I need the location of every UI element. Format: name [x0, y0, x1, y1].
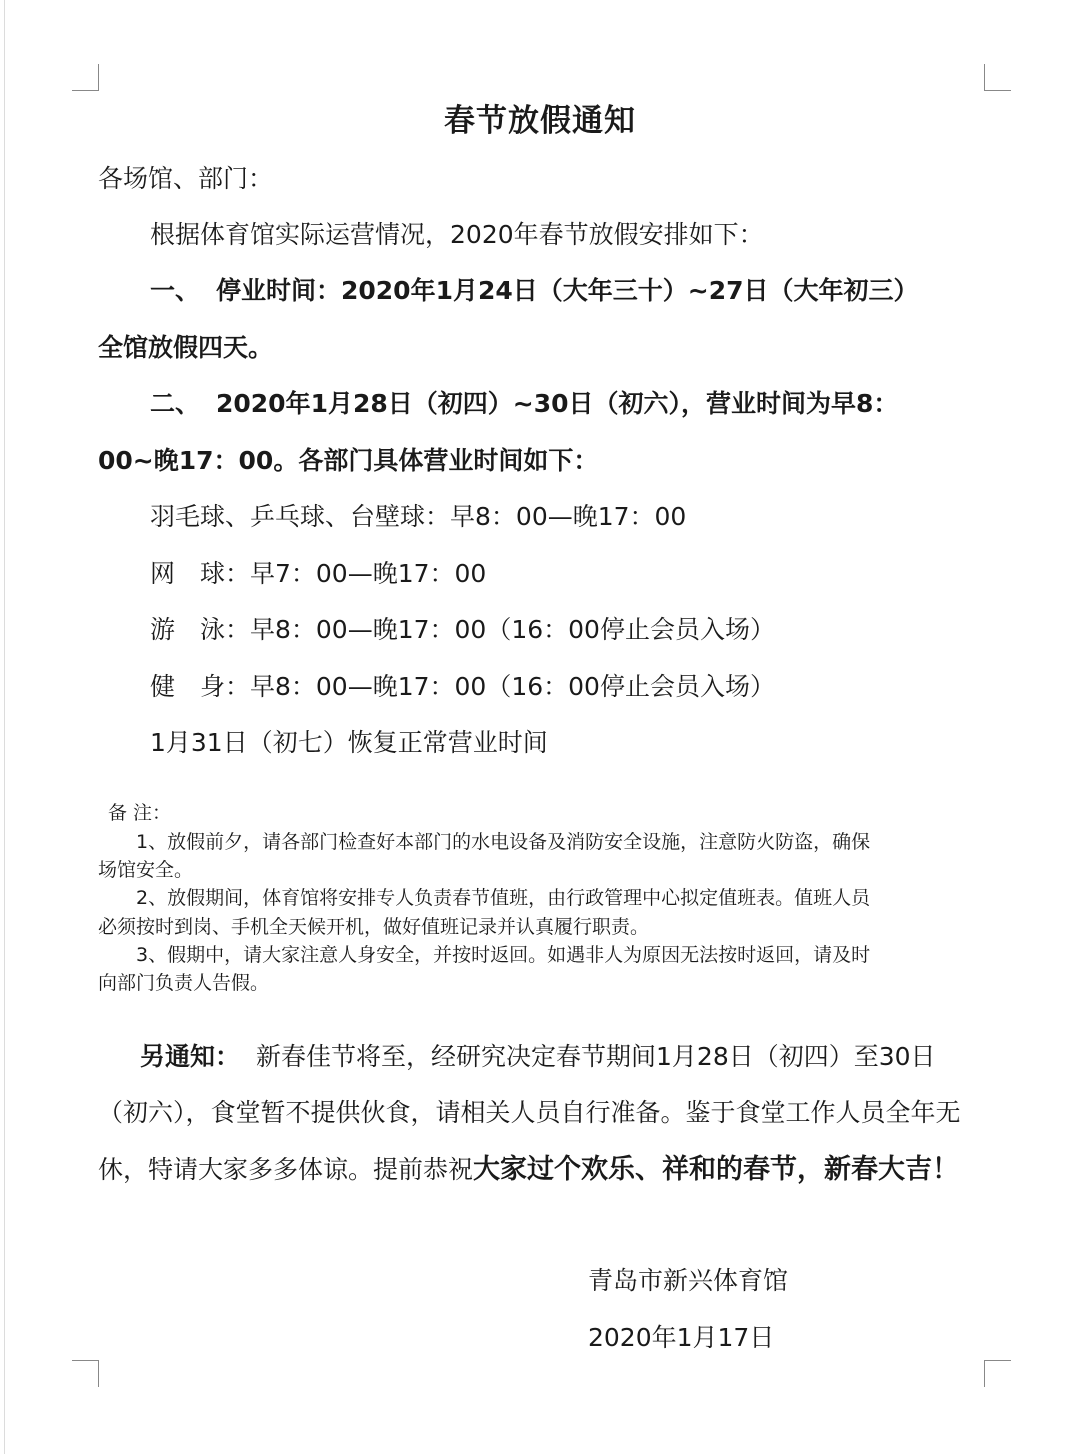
item2-marker: 二、: [150, 389, 201, 418]
note-line-2: 场馆安全。: [98, 859, 194, 881]
page-title: 春节放假通知: [444, 103, 636, 139]
note-line-1: 1、放假前夕，请各部门检查好本部门的水电设备及消防安全设施，注意防火防盗，确保: [136, 831, 871, 853]
note-line-4: 必须按时到岗、手机全天候开机，做好值班记录并认真履行职责。: [98, 916, 650, 938]
schedule-resume: 1月31日（初七）恢复正常营业时间: [150, 728, 548, 757]
note-line-3: 2、放假期间，体育馆将安排专人负责春节值班，由行政管理中心拟定值班表。值班人员: [136, 887, 871, 909]
notes-heading: 备 注：: [108, 802, 172, 824]
item1-line2: 全馆放假四天。: [98, 333, 274, 362]
schedule-badminton: 羽毛球、乒乓球、台壁球：早8：00—晚17：00: [150, 502, 687, 531]
item2-line2: 00~晚17：00。各部门具体营业时间如下：: [98, 446, 599, 475]
extra-notice-greeting: 大家过个欢乐、祥和的春节，新春大吉！: [473, 1154, 960, 1185]
extra-notice-line1: 新春佳节将至，经研究决定春节期间1月28日（初四）至30日: [256, 1042, 936, 1071]
corner-mark-bottom-left: [72, 1360, 99, 1387]
item1-line1: 停业时间：2020年1月24日（大年三十）~27日（大年初三）: [216, 276, 919, 305]
schedule-swimming: 游 泳：早8：00—晚17：00（16：00停止会员入场）: [150, 615, 775, 644]
extra-notice-label: 另通知：: [140, 1042, 241, 1071]
item1-marker: 一、: [150, 276, 201, 305]
schedule-tennis: 网 球：早7：00—晚17：00: [150, 559, 487, 588]
extra-notice-line2: （初六），食堂暂不提供伙食，请相关人员自行准备。鉴于食堂工作人员全年无: [98, 1098, 961, 1127]
note-line-5: 3、假期中，请大家注意人身安全，并按时返回。如遇非人为原因无法按时返回，请及时: [136, 944, 871, 966]
extra-notice-line3: [98, 1153, 959, 1187]
corner-mark-top-left: [72, 64, 99, 91]
corner-mark-top-right: [984, 64, 1011, 91]
salutation: 各场馆、部门：: [98, 164, 274, 193]
schedule-fitness: 健 身：早8：00—晚17：00（16：00停止会员入场）: [150, 672, 775, 701]
signature-date: 2020年1月17日: [588, 1323, 775, 1352]
note-line-6: 向部门负责人告假。: [98, 972, 270, 994]
item2-line1: 2020年1月28日（初四）~30日（初六），营业时间为早8：: [216, 389, 899, 418]
corner-mark-bottom-right: [984, 1360, 1011, 1387]
intro-paragraph: 根据体育馆实际运营情况，2020年春节放假安排如下：: [150, 220, 764, 249]
signature-org: 青岛市新兴体育馆: [588, 1266, 789, 1295]
extra-notice-line3-normal: 休，特请大家多多体谅。提前恭祝: [98, 1155, 474, 1184]
page-edge-line: [4, 0, 5, 1454]
